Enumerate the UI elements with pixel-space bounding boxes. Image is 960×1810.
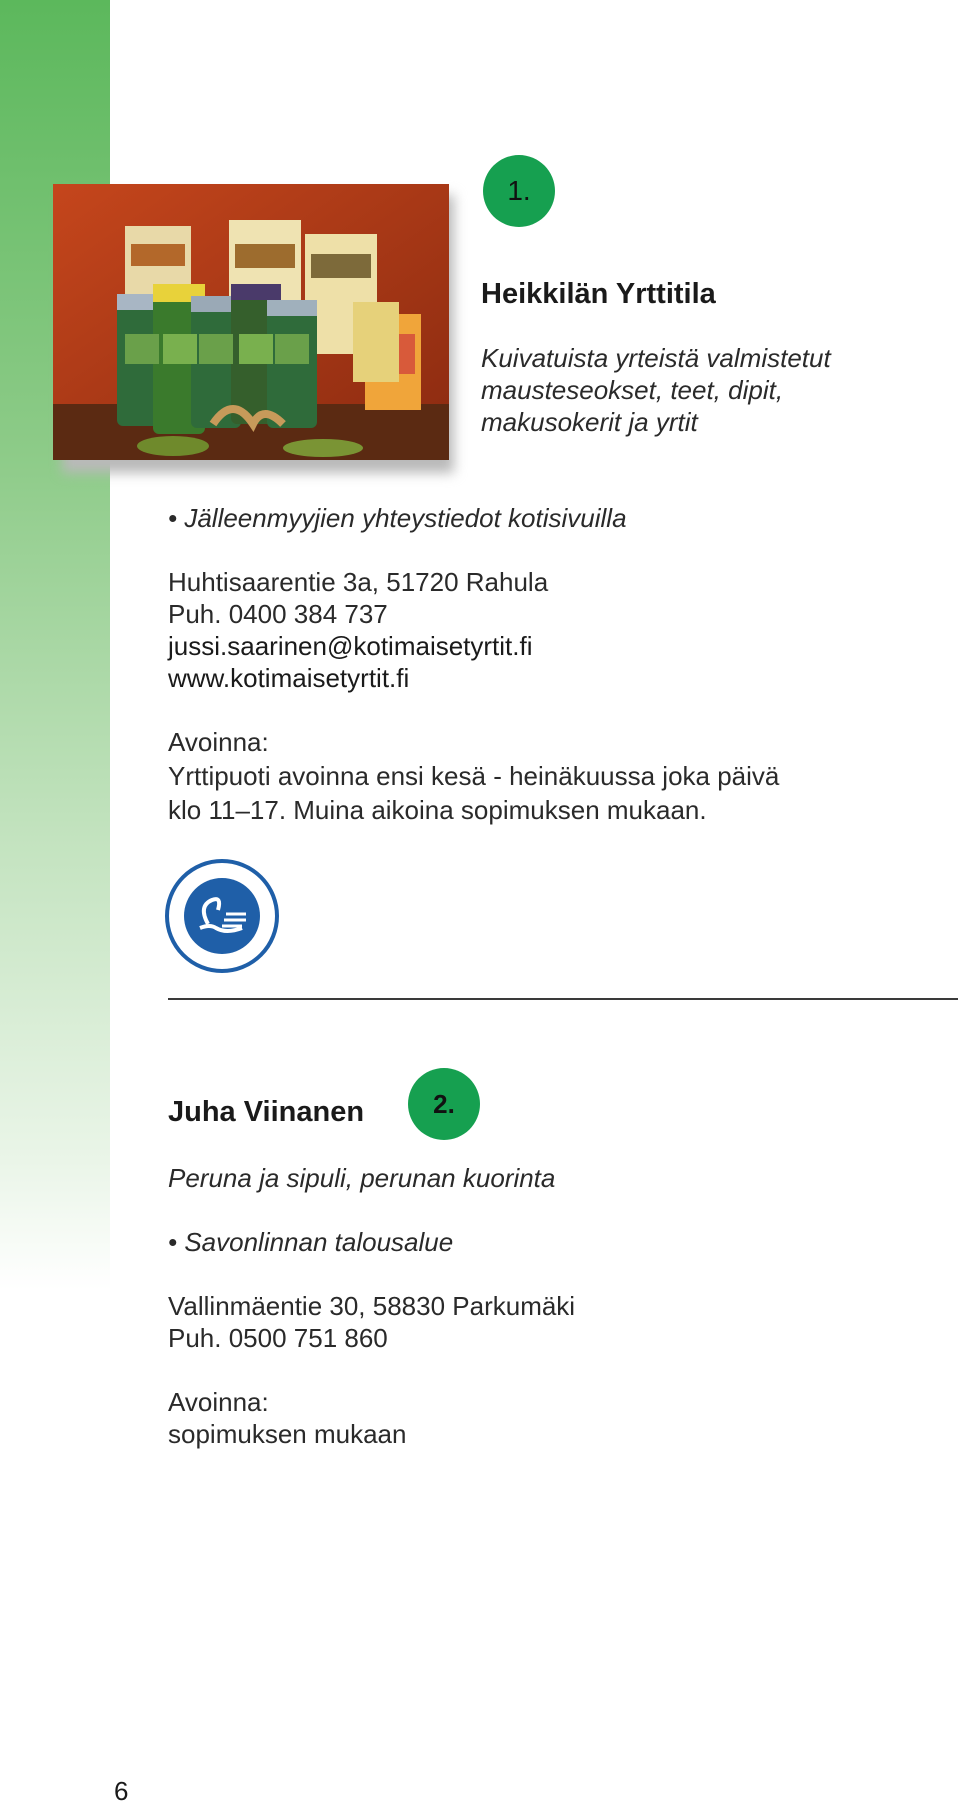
entry-area-1: • Jälleenmyyjien yhteystiedot kotisivuilla xyxy=(168,503,627,533)
entry-number-badge-1: 1. xyxy=(483,155,555,227)
entry-website-1[interactable]: www.kotimaisetyrtit.fi xyxy=(168,663,410,693)
entry-title-2: Juha Viinanen xyxy=(168,1096,365,1128)
product-photo xyxy=(53,184,449,460)
entry-phone-1: Puh. 0400 384 737 xyxy=(168,599,388,629)
entry-open-label-1: Avoinna: xyxy=(168,727,269,757)
entry-area-2: • Savonlinnan talousalue xyxy=(168,1227,454,1257)
entry-phone-2: Puh. 0500 751 860 xyxy=(168,1323,388,1353)
entry-subtitle-2: Peruna ja sipuli, perunan kuorinta xyxy=(168,1163,556,1193)
entry-open-line1-1: Yrttipuoti avoinna ensi kesä - heinäkuussa joka päivä xyxy=(168,761,780,791)
entry-title-1: Heikkilän Yrttitila xyxy=(481,278,716,310)
page-number: 6 xyxy=(114,1776,129,1806)
entry-open-label-2: Avoinna: xyxy=(168,1387,269,1417)
hyvaa-suomesta-logo xyxy=(164,858,280,974)
entry-number-badge-2: 2. xyxy=(408,1068,480,1140)
entry-subtitle-1: Kuivatuista yrteistä valmistetut mausteseokset, teet, dipit, makusokerit ja yrtit xyxy=(481,343,831,437)
entry-email-1[interactable]: jussi.saarinen@kotimaisetyrtit.fi xyxy=(168,631,533,661)
entry-open-line2-1: klo 11–17. Muina aikoina sopimuksen mukaan. xyxy=(168,795,707,825)
entry-open-line1-2: sopimuksen mukaan xyxy=(168,1419,407,1449)
entry-address-2: Vallinmäentie 30, 58830 Parkumäki xyxy=(168,1291,576,1321)
section-divider xyxy=(168,998,958,1000)
entry-address-1: Huhtisaarentie 3a, 51720 Rahula xyxy=(168,567,549,597)
